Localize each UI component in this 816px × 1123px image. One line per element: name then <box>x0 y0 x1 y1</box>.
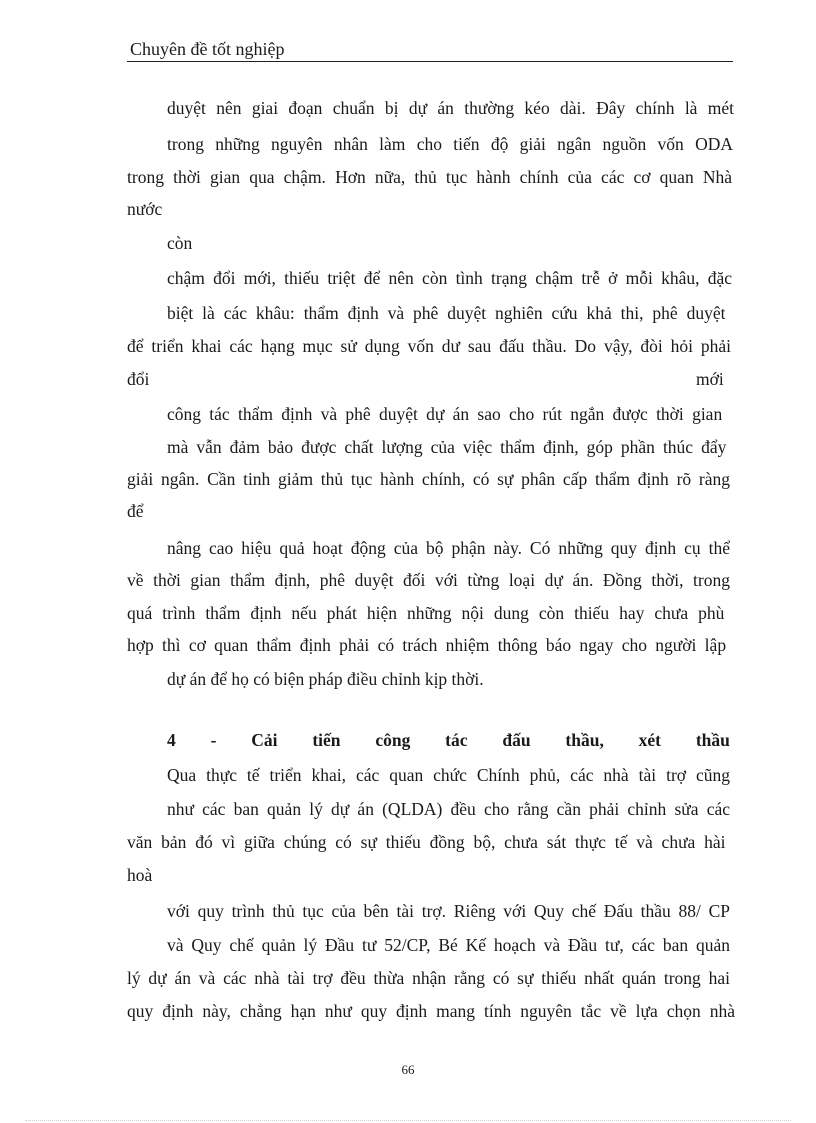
heading-word: 4 <box>167 730 176 750</box>
heading-word: tiến <box>312 730 341 750</box>
body-line: đổi <box>127 369 150 389</box>
section-heading <box>167 730 730 752</box>
body-line: Qua thực tế triển khai, các quan chức Chính phủ, các nhà tài trợ cũng <box>167 765 730 785</box>
body-line: quá trình thẩm định nếu phát hiện những nội dung còn thiếu hay chưa phù <box>127 603 725 623</box>
heading-word: đấu <box>502 730 531 750</box>
heading-word: thầu <box>695 730 730 750</box>
body-line: nâng cao hiệu quả hoạt động của bộ phận này. Có những quy định cụ thể <box>167 538 730 558</box>
body-line: hợp thì cơ quan thẩm định phải có trách nhiệm thông báo ngay cho người lập <box>127 635 727 655</box>
body-line: và Quy chế quản lý Đầu tư 52/CP, Bé Kế hoạch và Đầu tư, các ban quản <box>167 935 730 955</box>
body-line: để <box>127 501 144 521</box>
body-line: trong thời gian qua chậm. Hơn nữa, thủ tục hành chính của các cơ quan Nhà <box>127 167 732 187</box>
heading-word: xét <box>638 730 662 750</box>
body-line: còn <box>167 233 193 253</box>
body-line: giải ngân. Cần tinh giảm thủ tục hành chính, có sự phân cấp thẩm định rõ ràng <box>127 469 730 489</box>
body-line: lý dự án và các nhà tài trợ đều thừa nhận rằng có sự thiếu nhất quán trong hai <box>127 968 730 988</box>
body-line: dự án để họ có biện pháp điều chỉnh kịp thời. <box>167 669 484 689</box>
body-line: duyệt nên giai đoạn chuẩn bị dự án thường kéo dài. Đây chính là mét <box>167 98 735 118</box>
body-line: chậm đổi mới, thiếu triệt để nên còn tình trạng chậm trễ ở mỗi khâu, đặc <box>167 268 732 288</box>
body-line: như các ban quản lý dự án (QLDA) đều cho rằng cần phải chỉnh sửa các <box>167 799 730 819</box>
body-line: hoà <box>127 865 153 885</box>
body-line: mới <box>696 369 724 389</box>
body-line: nước <box>127 199 163 219</box>
body-line: công tác thẩm định và phê duyệt dự án sao cho rút ngắn được thời gian <box>167 404 723 424</box>
heading-word: công <box>375 730 411 750</box>
header-title: Chuyên đề tốt nghiệp <box>130 39 285 59</box>
body-line: văn bản đó vì giữa chúng có sự thiếu đồng bộ, chưa sát thực tế và chưa hài <box>127 832 726 852</box>
page-number: 66 <box>401 1062 415 1077</box>
body-line: để triển khai các hạng mục sử dụng vốn dư sau đấu thầu. Do vậy, đòi hỏi phải <box>127 336 731 356</box>
body-line: quy định này, chẳng hạn như quy định mang tính nguyên tắc về lựa chọn nhà <box>127 1001 735 1021</box>
heading-word: Cải <box>251 730 278 750</box>
body-line: mà vẫn đảm bảo được chất lượng của việc thẩm định, góp phần thúc đẩy <box>167 437 727 457</box>
heading-word: - <box>210 730 217 750</box>
body-line: biệt là các khâu: thẩm định và phê duyệt nghiên cứu khả thi, phê duyệt <box>167 303 726 323</box>
heading-word: thầu, <box>565 730 604 750</box>
heading-word: tác <box>445 730 468 750</box>
page-header <box>127 37 733 62</box>
page-bottom-divider <box>25 1120 791 1121</box>
body-line: về thời gian thẩm định, phê duyệt đối với từng loại dự án. Đồng thời, trong <box>127 570 730 590</box>
body-line: trong những nguyên nhân làm cho tiến độ giải ngân nguồn vốn ODA <box>167 134 733 154</box>
body-line: với quy trình thủ tục của bên tài trợ. Riêng với Quy chế Đấu thầu 88/ CP <box>167 901 730 921</box>
